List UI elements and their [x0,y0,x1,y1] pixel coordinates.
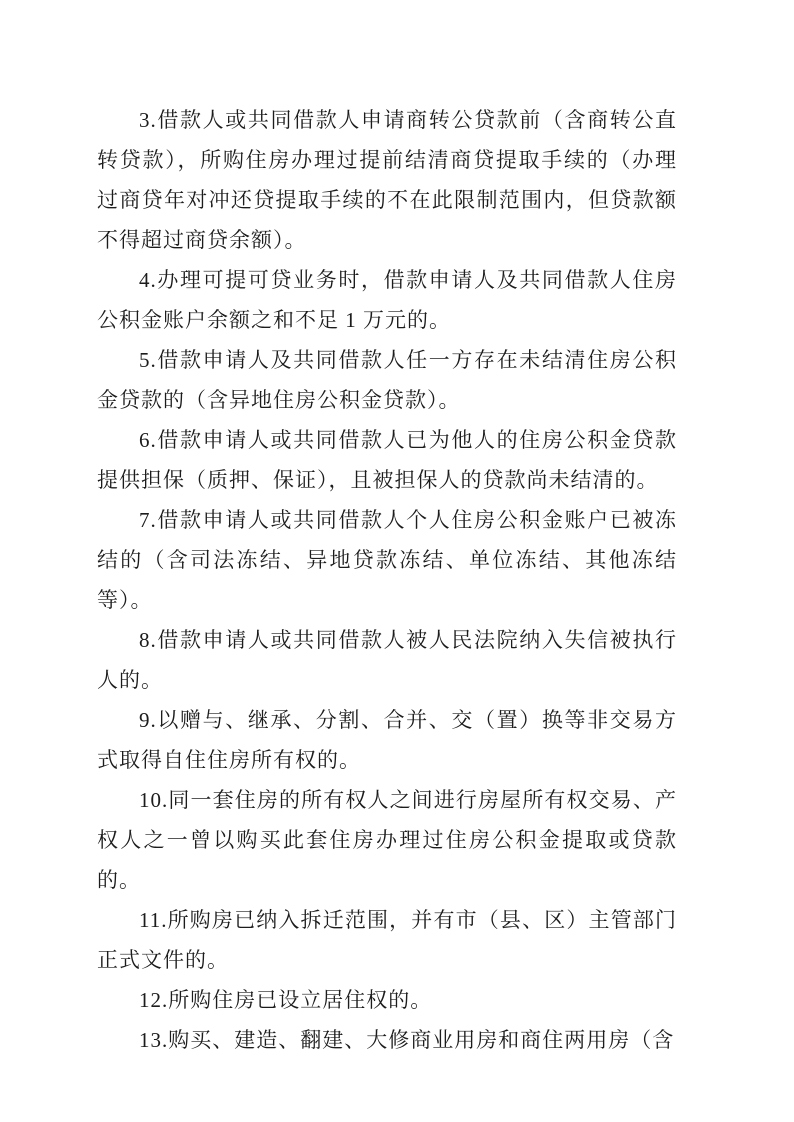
paragraph-item-6: 6.借款申请人或共同借款人已为他人的住房公积金贷款提供担保（质押、保证），且被担保人的贷款尚未结清的。 [97,428,677,492]
paragraph-item-4: 4.办理可提可贷业务时，借款申请人及共同借款人住房公积金账户余额之和不足 1 万元的。 [97,268,677,332]
paragraph-item-12: 12.所购住房已设立居住权的。 [139,988,433,1012]
paragraph-item-13: 13.购买、建造、翻建、大修商业用房和商住两用房（含 [139,1028,675,1052]
paragraph-item-10: 10.同一套住房的所有权人之间进行房屋所有权交易、产权人之一曾以购买此套住房办理过住房公积金提取或贷款的。 [97,788,677,892]
paragraph-item-5: 5.借款申请人及共同借款人任一方存在未结清住房公积金贷款的（含异地住房公积金贷款）。 [97,348,677,412]
paragraph-item-3: 3.借款人或共同借款人申请商转公贷款前（含商转公直转贷款），所购住房办理过提前结清商贷提取手续的（办理过商贷年对冲还贷提取手续的不在此限制范围内，但贷款额不得超过商贷余额）。 [97,108,677,252]
paragraph-item-9: 9.以赠与、继承、分割、合并、交（置）换等非交易方式取得自住住房所有权的。 [97,708,677,772]
document-body [97,100,677,1060]
paragraph-item-11: 11.所购房已纳入拆迁范围，并有市（县、区）主管部门正式文件的。 [97,908,677,972]
paragraph-item-8: 8.借款申请人或共同借款人被人民法院纳入失信被执行人的。 [97,628,677,692]
paragraph-item-7: 7.借款申请人或共同借款人个人住房公积金账户已被冻结的（含司法冻结、异地贷款冻结、单位冻结、其他冻结等）。 [97,508,677,612]
